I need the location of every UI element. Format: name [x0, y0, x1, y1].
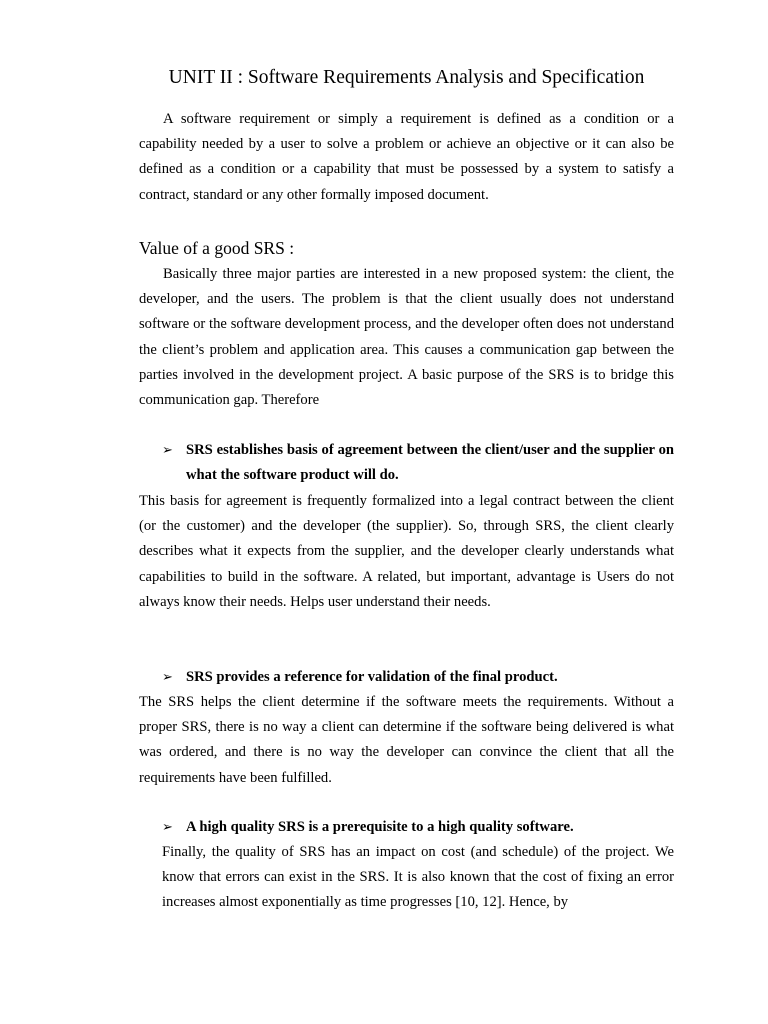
bullet-heading: SRS provides a reference for validation of the final product. [186, 669, 558, 685]
bullet-body-paragraph: This basis for agreement is frequently formalized into a legal contract between the client (or the customer) and the developer (the supplier). So, through SRS, the client clearly describes what it expects from the supplier, and the developer clearly understands what capabilities to build in the software. A related, but important, advantage is Users do not always know their needs. Helps user understand their needs. [139, 493, 674, 610]
bullet-body-paragraph: The SRS helps the client determine if the software meets the requirements. Without a proper SRS, there is no way a client can determine if the software being delivered is what was ordered, and there is no way the developer can convince the client that all the requirements have been fulfilled. [139, 694, 674, 786]
arrow-bullet-icon: ➢ [162, 820, 173, 835]
section-heading: Value of a good SRS : [139, 238, 295, 258]
bullet-point-validation [162, 665, 674, 690]
intro-paragraph: A software requirement or simply a requirement is defined as a condition or a capability needed by a user to solve a problem or achieve an objective or it can also be defined as a condition or a capability that must be possessed by a system to satisfy a contract, standard or any other formally imposed document. [139, 111, 674, 203]
section-intro-paragraph: Basically three major parties are interested in a new proposed system: the client, the developer, and the users. The problem is that the client usually does not understand software or the software development process, and the developer often does not understand the client’s problem and application area. This causes a communication gap between the parties involved in the development project. A basic purpose of the SRS is to bridge this communication gap. Therefore [139, 266, 674, 409]
bullet-body-paragraph: Finally, the quality of SRS has an impact on cost (and schedule) of the project. We know that errors can exist in the SRS. It is also known that the cost of fixing an error increases almost exponentially as time progresses [10, 12]. Hence, by [162, 844, 674, 911]
arrow-bullet-icon: ➢ [162, 670, 173, 685]
bullet-point-quality [162, 815, 674, 840]
bullet-heading: SRS establishes basis of agreement between the client/user and the supplier on what the software product will do. [186, 442, 674, 484]
bullet-point-agreement [162, 438, 674, 488]
page-title: UNIT II : Software Requirements Analysis and Specification [168, 67, 645, 88]
bullet-heading: A high quality SRS is a prerequisite to a high quality software. [186, 819, 574, 835]
arrow-bullet-icon: ➢ [162, 443, 173, 458]
